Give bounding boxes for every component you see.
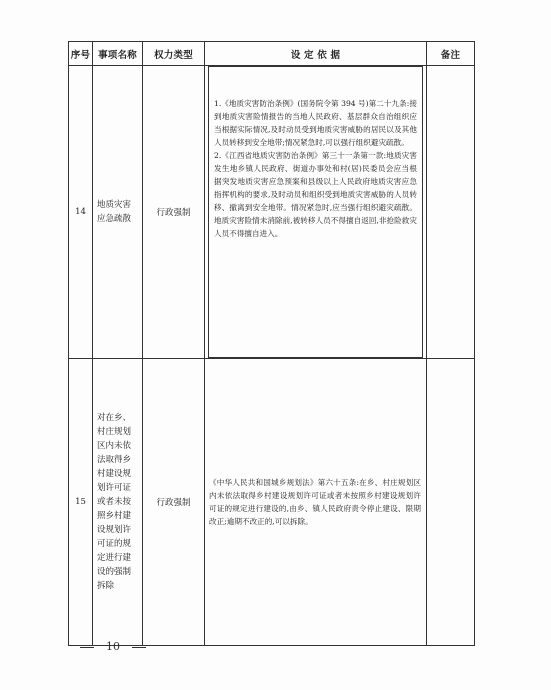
header-power-type: 权力类型 [143,42,205,66]
row-no: 14 [69,66,93,359]
row-power-type: 行政强制 [143,66,205,359]
header-remark: 备注 [427,42,475,66]
footer-dash-right [132,647,146,648]
page-number: 10 [106,640,120,653]
basis-paragraph: 2.《江西省地质灾害防治条例》第三十一条第一款:地质灾害发生地乡镇人民政府、街道办事处和村(居)民委员会应当根据突发地质灾害应急预案和县级以上人民政府地质灾害应急指挥机构的要求,及时动员和组织受到地质灾害威胁的人员转移、撤离到安全地带。情况紧急时,应当强行组织避灾疏散。地质灾害险情未消除前,被转移人员不得擅自返回,非抢险救灾人员不得擅自进入。 [214,151,417,238]
footer-dash-left [80,647,94,648]
row-basis [205,66,427,359]
table-row [69,66,475,359]
header-no: 序号 [69,42,93,66]
basis-paragraph: 《中华人民共和国城乡规划法》第六十五条:在乡、村庄规划区内未依法取得乡村建设规划许可证或者未按照乡村建设规划许可证的规定进行建设的,由乡、镇人民政府责令停止建设、限期改正;逾期不改正的,可以拆除。 [209,478,421,526]
table-row [69,359,475,646]
row-no: 15 [69,359,93,646]
row-item-name: 对在乡、村庄规划区内未依法取得乡村建设规划许可证或者未按照乡村建设规划许可证的规定进行建设的强制拆除 [93,359,143,646]
power-list-table [68,41,475,646]
row-basis [205,359,427,646]
page-footer [80,640,146,653]
row-remark [427,66,475,359]
header-item-name: 事项名称 [93,42,143,66]
row-item-name: 地质灾害应急疏散 [93,66,143,359]
basis-paragraph: 1.《地质灾害防治条例》(国务院令第 394 号)第二十九条:接到地质灾害险情报告的当地人民政府、基层群众自治组织应当根据实际情况,及时动员受到地质灾害威胁的居民以及其他人员转移到安全地带;情况紧急时,可以强行组织避灾疏散。 [214,99,417,147]
row-remark [427,359,475,646]
basis-box [208,66,423,358]
row-power-type: 行政强制 [143,359,205,646]
header-basis: 设 定 依 据 [205,42,427,66]
table-header-row [69,42,475,66]
